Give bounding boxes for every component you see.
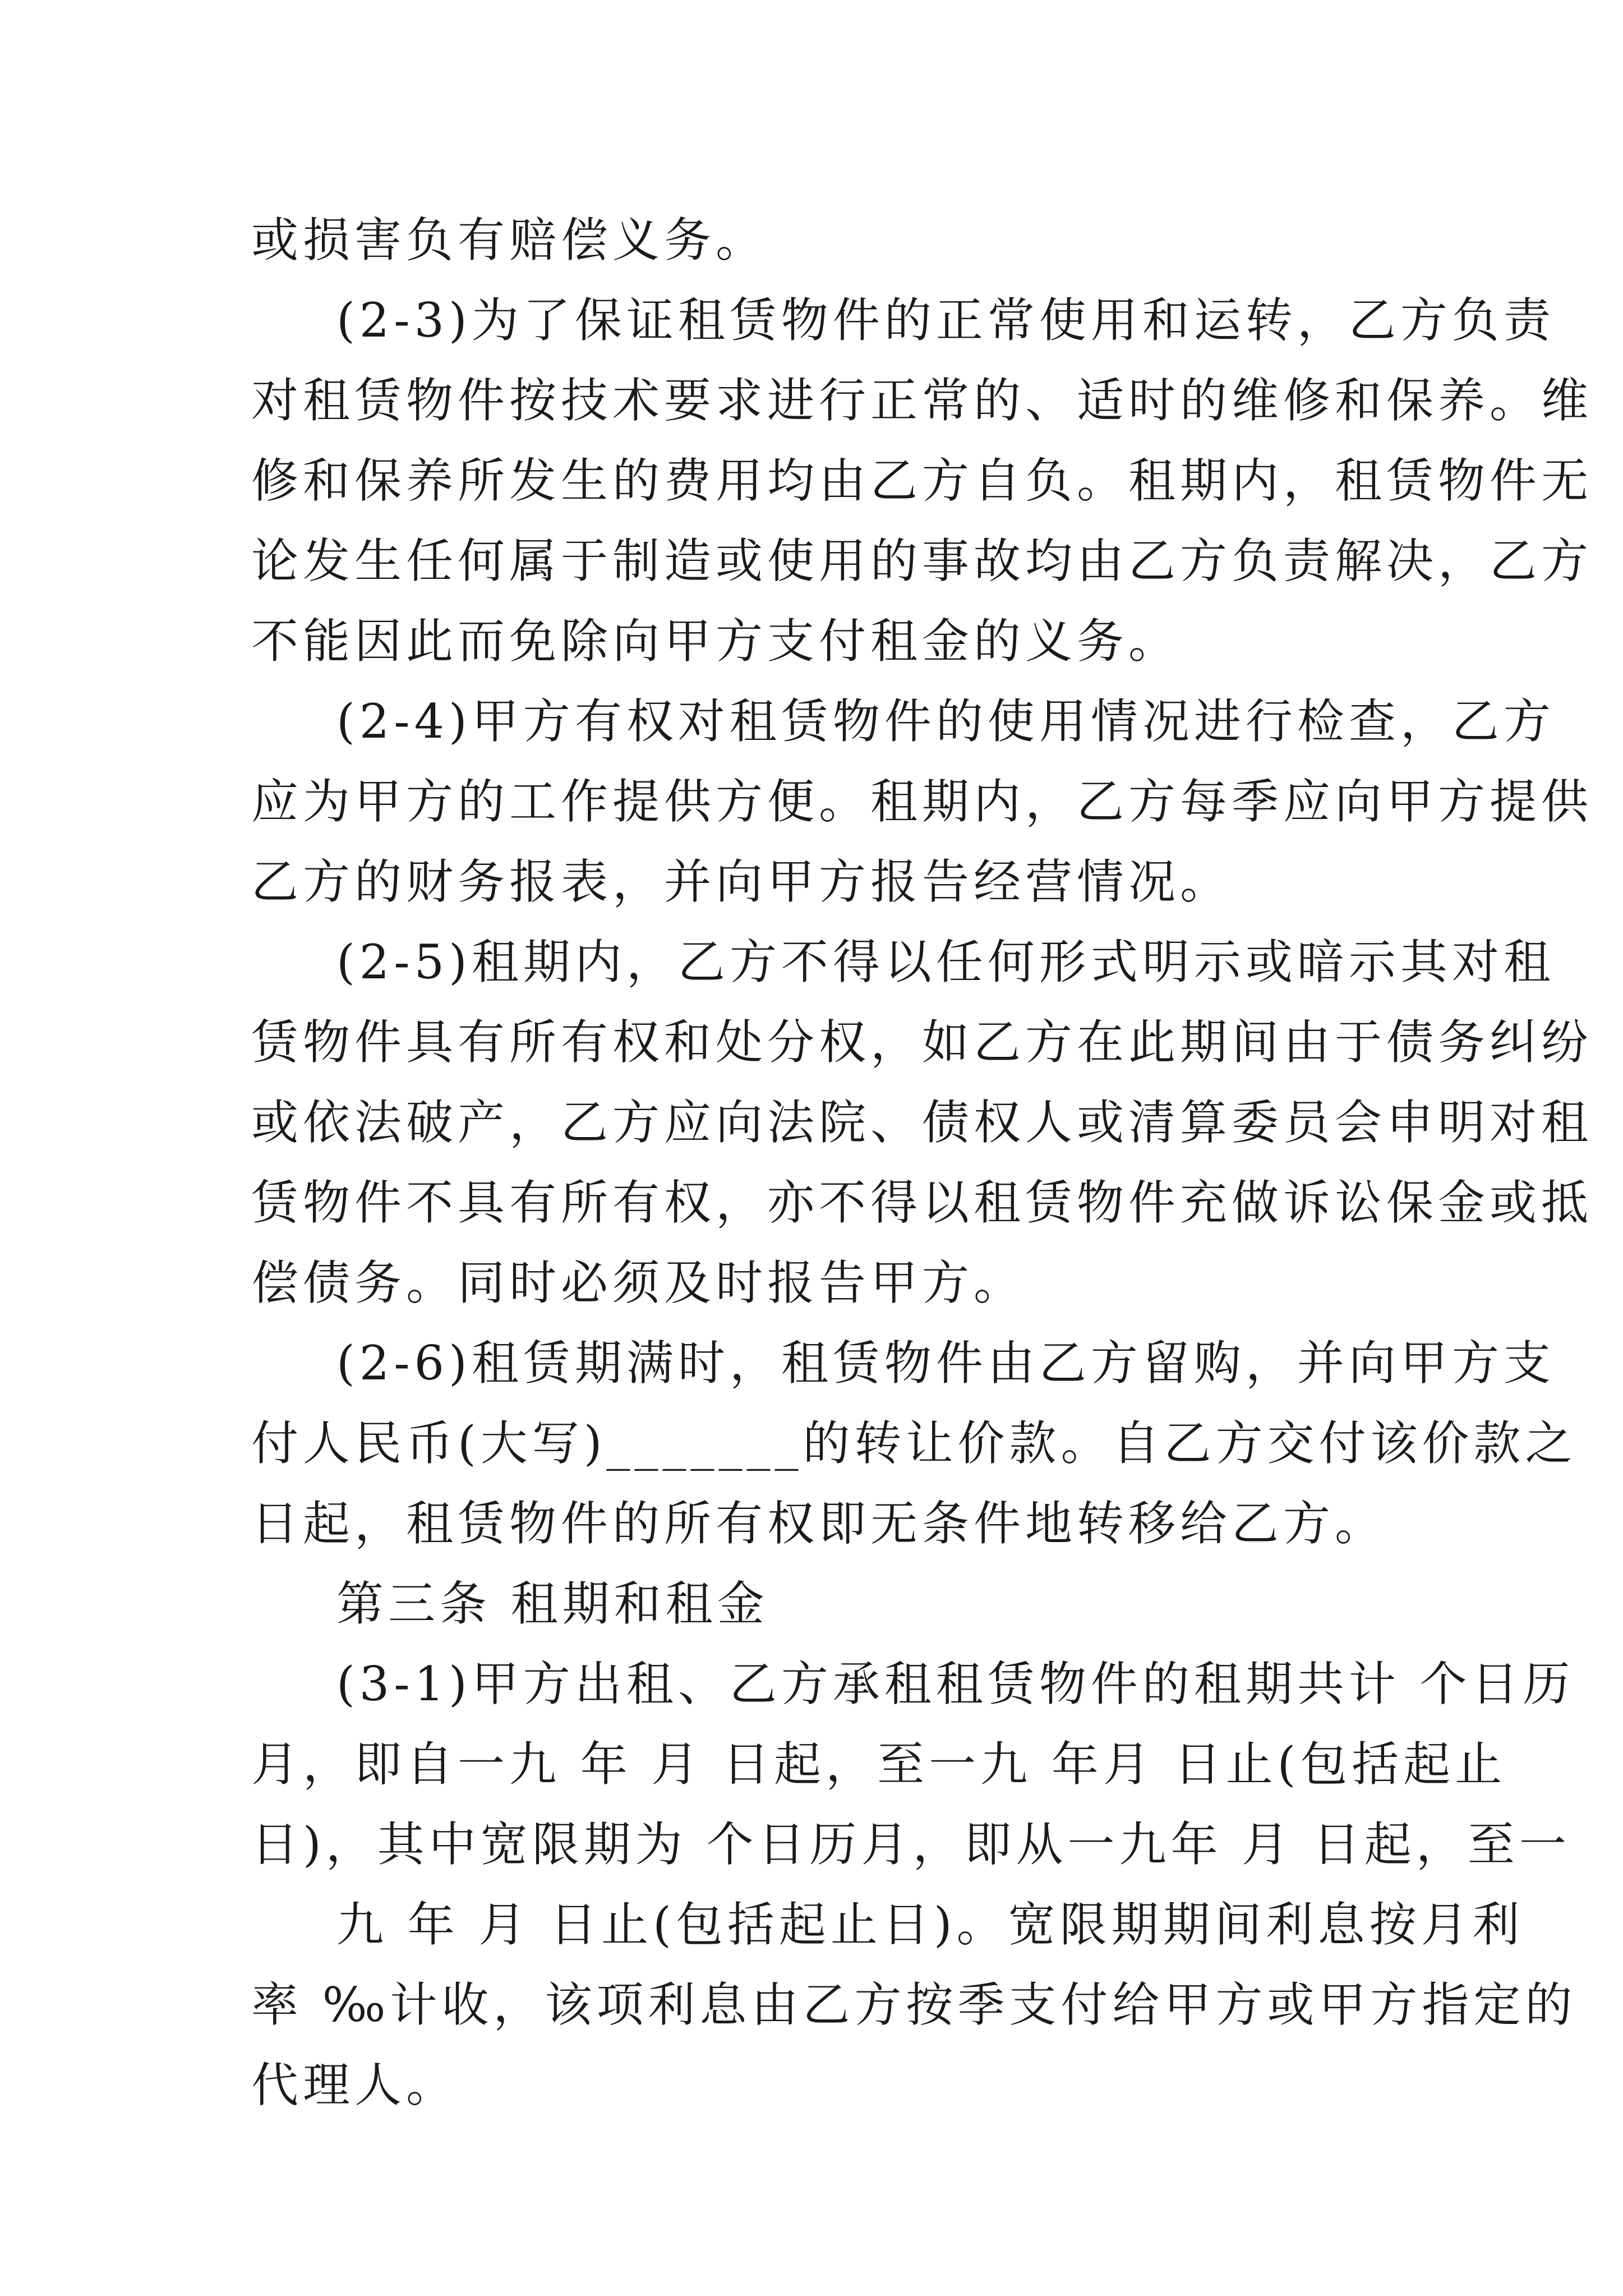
text-line: (2-3)为了保证租赁物件的正常使用和运转，乙方负责 [336, 293, 1555, 348]
text-line: 月，即自一九 年 月 日起，至一九 年月 日止(包括起止 [251, 1737, 1507, 1792]
text-line: 赁物件不具有所有权，亦不得以租赁物件充做诉讼保金或抵 [251, 1175, 1593, 1230]
text-line: 应为甲方的工作提供方便。租期内，乙方每季应向甲方提供 [251, 774, 1593, 829]
text-line: 不能因此而免除向甲方支付租金的义务。 [251, 614, 1181, 669]
text-line: (2-5)租期内，乙方不得以任何形式明示或暗示其对租 [336, 935, 1555, 990]
text-line: 日起，租赁物件的所有权即无条件地转移给乙方。 [251, 1496, 1387, 1551]
text-line: (2-6)租赁期满时，租赁物件由乙方留购，并向甲方支 [336, 1336, 1555, 1391]
text-line: 论发生任何属于制造或使用的事故均由乙方负责解决，乙方 [251, 533, 1593, 588]
text-line: 赁物件具有所有权和处分权，如乙方在此期间由于债务纠纷 [251, 1015, 1593, 1070]
text-line: (2-4)甲方有权对租赁物件的使用情况进行检查，乙方 [336, 694, 1555, 749]
text-line: 或依法破产，乙方应向法院、债权人或清算委员会申明对租 [251, 1095, 1593, 1150]
text-line: 或损害负有赔偿义务。 [251, 213, 768, 268]
text-line: 付人民币(大写)_______的转让价款。自乙方交付该价款之 [251, 1416, 1577, 1471]
text-line: 乙方的财务报表，并向甲方报告经营情况。 [251, 854, 1232, 909]
text-line: 九 年 月 日止(包括起止日)。宽限期期间利息按月利 [336, 1897, 1524, 1952]
text-line: (3-1)甲方出租、乙方承租租赁物件的租期共计 个日历 [336, 1657, 1575, 1711]
text-line: 率 ‰计收，该项利息由乙方按季支付给甲方或甲方指定的 [251, 1977, 1577, 2032]
text-line: 偿债务。同时必须及时报告甲方。 [251, 1255, 1026, 1310]
text-line: 日)，其中宽限期为 个日历月，即从一九年 月 日起，至一 [251, 1817, 1571, 1872]
section-heading: 第三条 租期和租金 [336, 1576, 769, 1631]
text-line: 对租赁物件按技术要求进行正常的、适时的维修和保养。维 [251, 373, 1593, 428]
text-line: 修和保养所发生的费用均由乙方自负。租期内，租赁物件无 [251, 453, 1593, 508]
text-line: 代理人。 [251, 2058, 458, 2113]
